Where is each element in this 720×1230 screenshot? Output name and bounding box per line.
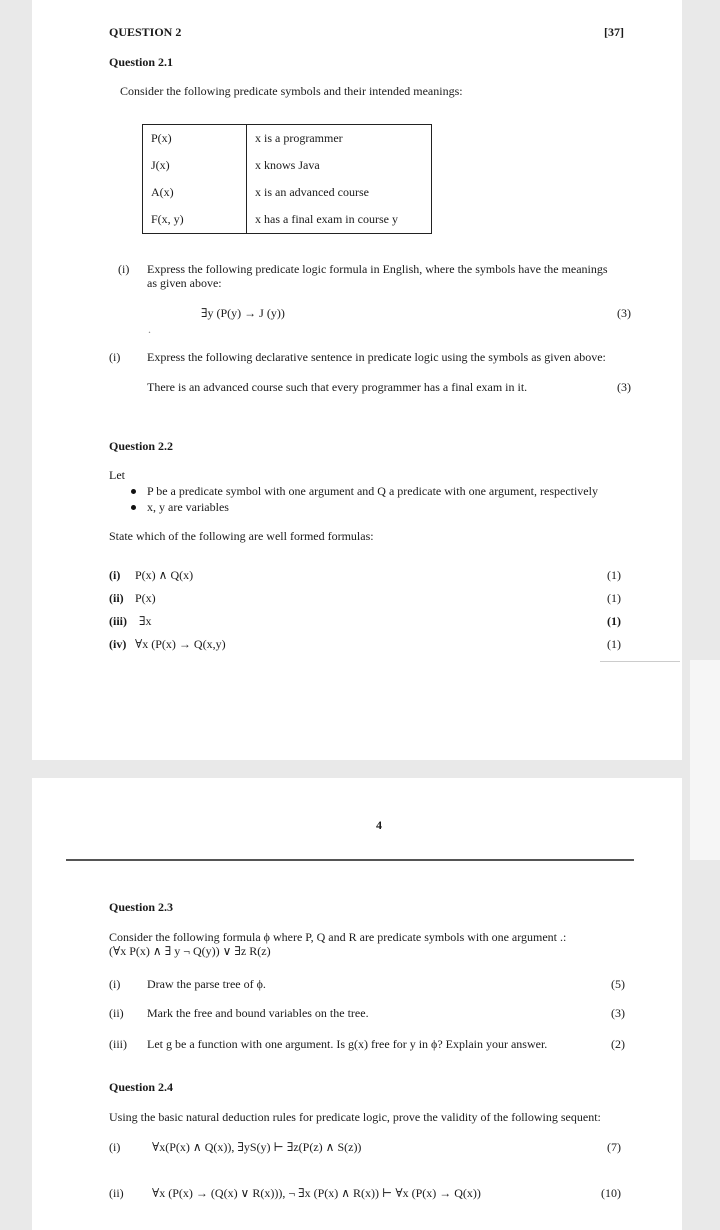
part-2-1-i-label: (i) (118, 262, 130, 276)
part-2-1-i-text-line1: Express the following predicate logic formula in English, where the symbols have the meanings (147, 262, 608, 276)
wff-item-label: (ii) (109, 591, 124, 605)
wff-item-marks: (1) (607, 637, 621, 651)
bullet-dot (131, 505, 136, 510)
predicate-symbol: A(x) (143, 179, 247, 206)
predicate-symbol: J(x) (143, 152, 247, 179)
predicate-table (142, 124, 432, 234)
predicate-meaning: x is an advanced course (255, 185, 369, 199)
table-row (143, 206, 432, 234)
q23-item-marks: (2) (611, 1037, 625, 1051)
part-2-1-i-marks: (3) (617, 306, 631, 320)
predicate-meaning: x has a final exam in course y (255, 212, 398, 226)
q24-item-sequent: ∀x (P(x) → (Q(x) ∨ R(x))), ¬ ∃x (P(x) ∧ R(x)) ⊢ ∀x (P(x) → Q(x)) (152, 1186, 481, 1200)
predicate-meaning: x knows Java (255, 158, 320, 172)
predicate-symbol: P(x) (143, 125, 247, 153)
question-2-total-marks: [37] (604, 25, 624, 39)
wff-item-marks: (1) (607, 591, 621, 605)
q24-item-label: (ii) (109, 1186, 124, 1200)
scan-edge-right (690, 660, 720, 860)
table-row (143, 179, 432, 206)
stray-dot: . (148, 322, 151, 336)
q23-item-text: Draw the parse tree of ϕ. (147, 977, 266, 991)
question-2-2-let: Let (109, 468, 125, 482)
question-2-1-intro: Consider the following predicate symbols and their intended meanings: (120, 84, 463, 98)
question-2-heading: QUESTION 2 (109, 25, 182, 39)
q24-item-label: (i) (109, 1140, 121, 1154)
bullet-item: P be a predicate symbol with one argument and Q a predicate with one argument, respectively (147, 484, 598, 498)
wff-item-formula: P(x) (135, 591, 156, 605)
part-2-1-i-formula: ∃y (P(y) → J (y)) (201, 306, 285, 320)
table-row (143, 152, 432, 179)
page-number: 4 (376, 818, 382, 832)
q23-item-text: Mark the free and bound variables on the tree. (147, 1006, 369, 1020)
part-2-1-i-text-line2: as given above: (147, 276, 222, 290)
part-2-1-ii-text: Express the following declarative sentence in predicate logic using the symbols as given above: (147, 350, 606, 364)
wff-item-label: (i) (109, 568, 121, 582)
part-2-1-ii-label: (i) (109, 350, 121, 364)
question-2-3-title: Question 2.3 (109, 900, 174, 914)
q23-item-label: (ii) (109, 1006, 124, 1020)
wff-item-formula: P(x) ∧ Q(x) (135, 568, 194, 582)
wff-item-formula: ∃x (139, 614, 152, 628)
part-2-1-ii-marks: (3) (617, 380, 631, 394)
question-2-2-title: Question 2.2 (109, 439, 174, 453)
q24-item-marks: (7) (607, 1140, 621, 1154)
table-row (143, 125, 432, 153)
question-2-4-title: Question 2.4 (109, 1080, 174, 1094)
q23-item-text: Let g be a function with one argument. Is g(x) free for y in ϕ? Explain your answer. (147, 1037, 548, 1051)
predicate-symbol: F(x, y) (143, 206, 247, 234)
document-page-2 (32, 778, 682, 1230)
wff-item-marks: (1) (607, 568, 621, 582)
question-2-1-title: Question 2.1 (109, 55, 174, 69)
predicate-meaning: x is a programmer (255, 131, 343, 145)
q24-item-sequent: ∀x(P(x) ∧ Q(x)), ∃yS(y) ⊢ ∃z(P(z) ∧ S(z)) (152, 1140, 362, 1154)
wff-item-label: (iii) (109, 614, 127, 628)
q24-item-marks: (10) (601, 1186, 621, 1200)
wff-item-formula: ∀x (P(x) → Q(x,y) (135, 637, 226, 651)
q23-item-marks: (3) (611, 1006, 625, 1020)
page-divider-line (66, 859, 634, 861)
part-2-1-ii-sentence: There is an advanced course such that every programmer has a final exam in it. (147, 380, 528, 394)
wff-item-marks: (1) (607, 614, 621, 628)
question-2-3-intro: Consider the following formula ϕ where P, Q and R are predicate symbols with one argument .: (109, 930, 567, 944)
q23-item-label: (i) (109, 977, 121, 991)
scan-line (600, 661, 680, 662)
question-2-4-intro: Using the basic natural deduction rules for predicate logic, prove the validity of the following sequent: (109, 1110, 601, 1124)
bullet-dot (131, 489, 136, 494)
wff-item-label: (iv) (109, 637, 127, 651)
question-2-2-instruction: State which of the following are well formed formulas: (109, 529, 374, 543)
bullet-item: x, y are variables (147, 500, 229, 514)
q23-item-label: (iii) (109, 1037, 127, 1051)
q23-item-marks: (5) (611, 977, 625, 991)
question-2-3-formula: (∀x P(x) ∧ ∃ y ¬ Q(y)) ∨ ∃z R(z) (109, 944, 271, 958)
